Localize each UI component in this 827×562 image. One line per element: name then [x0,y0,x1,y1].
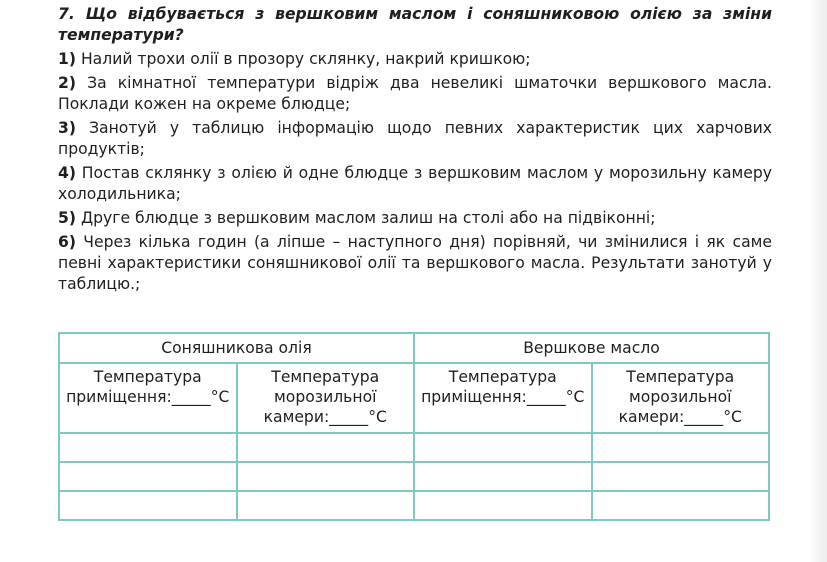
table-cell[interactable] [237,462,415,491]
table-cell[interactable] [59,462,237,491]
step-text: За кімнатної температури відріж два невеликі шматочки вершкового масла. Поклади кожен на окреме блюдце; [58,74,772,113]
subheader-oil-room-temp: Температура приміщення:_____°C [59,363,237,433]
step-text: Занотуй у таблицю інформацію щодо певних характеристик цих харчових продуктів; [58,119,772,158]
table-cell[interactable] [592,462,770,491]
step-3 [58,118,772,160]
observation-table [58,332,770,521]
step-5 [58,208,772,229]
table-cell[interactable] [414,491,592,520]
step-1 [58,49,772,70]
subheader-butter-room-temp: Температура приміщення:_____°C [414,363,592,433]
table-cell[interactable] [414,462,592,491]
exercise-title: 7. Що відбувається з вершковим маслом і соняшниковою олією за зміни температури? [58,5,772,44]
step-number: 6) [58,233,76,251]
table-row [59,462,769,491]
step-6 [58,232,772,295]
header-butter: Вершкове масло [414,333,769,363]
step-4 [58,163,772,205]
step-text: Через кілька годин (а ліпше – наступного дня) порівняй, чи змінилися і як саме певні характеристики соняшникової олії та вершкового масла. Результати занотуй у таблицю.; [58,233,772,293]
table-row [59,491,769,520]
table-cell[interactable] [59,433,237,462]
step-2 [58,73,772,115]
table-row [59,433,769,462]
table-cell[interactable] [592,491,770,520]
table-cell[interactable] [237,433,415,462]
table-cell[interactable] [59,491,237,520]
step-number: 4) [58,164,76,182]
header-sunflower-oil: Соняшникова олія [59,333,414,363]
step-text: Друге блюдце з вершковим маслом залиш на столі або на підвіконні; [80,209,656,227]
step-number: 1) [58,50,76,68]
table-header-row [59,333,769,363]
table-cell[interactable] [414,433,592,462]
subheader-oil-freezer-temp: Температура морозильної камери:_____°C [237,363,415,433]
table-cell[interactable] [592,433,770,462]
subheader-butter-freezer-temp: Температура морозильної камери:_____°C [592,363,770,433]
table-subheader-row [59,363,769,433]
step-text: Налий трохи олії в прозору склянку, накрий кришкою; [80,50,531,68]
exercise-block [58,4,772,298]
page-edge-shadow [809,0,827,562]
step-number: 2) [58,74,76,92]
table-cell[interactable] [237,491,415,520]
step-number: 3) [58,119,76,137]
step-number: 5) [58,209,76,227]
step-text: Постав склянку з олією й одне блюдце з вершковим маслом у морозильну камеру холодильника; [58,164,772,203]
